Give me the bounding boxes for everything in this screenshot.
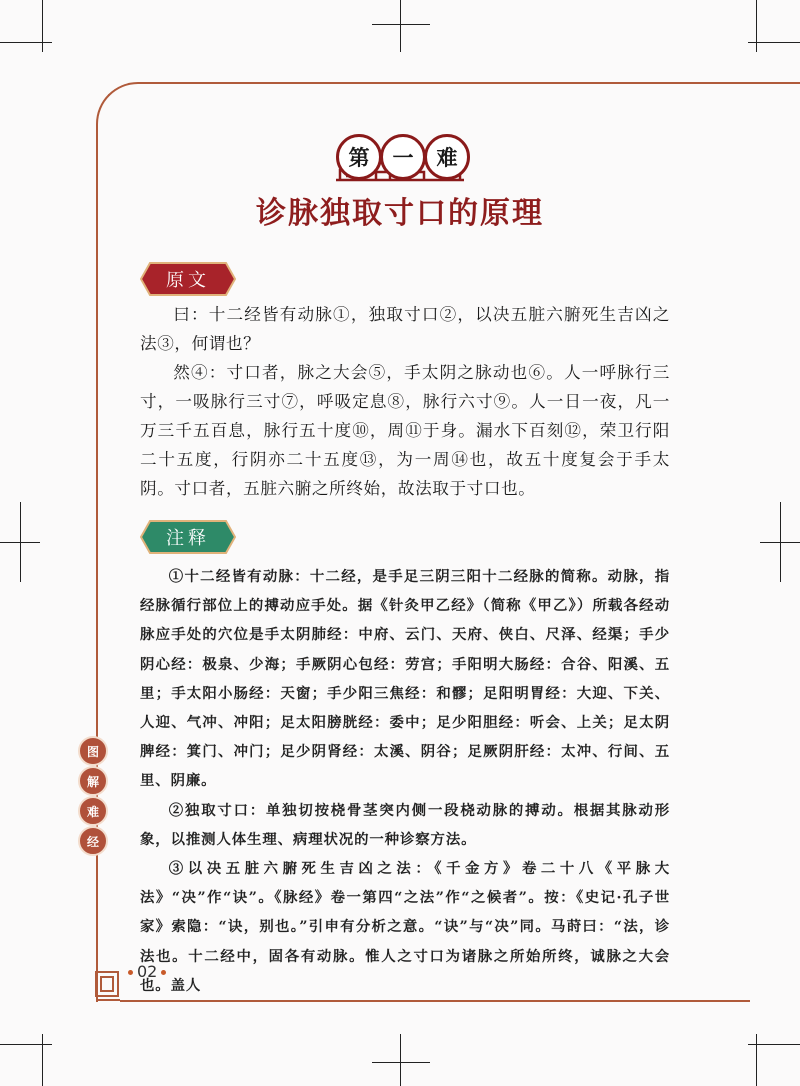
- crop-mark: [756, 0, 757, 52]
- side-tab[interactable]: 难: [78, 796, 108, 826]
- crop-mark: [748, 1044, 800, 1045]
- crop-mark: [0, 1044, 52, 1045]
- crop-mark: [42, 0, 43, 52]
- chapter-char: 难: [424, 134, 470, 180]
- crop-mark: [42, 1034, 43, 1086]
- note-paragraph: ①十二经皆有动脉：十二经，是手足三阴三阳十二经脉的简称。动脉，指经脉循行部位上的搏动应手处。据《针灸甲乙经》（简称《甲乙》）所载各经动脉应手处的穴位是手太阴肺经：中府、云门、天府、侠白、尺泽、经渠；手少阴心经：极泉、少海；手厥阴心包经：劳宫；手阳明大肠经：合谷、阳溪、五里；手太阳小肠经：天窗；手少阳三焦经：和髎；足阳明胃经：大迎、下关、人迎、气冲、冲阳；足太阳膀胱经：委中；足少阳胆经：听会、上关；足太阴脾经：箕门、冲门；足少阴肾经：太溪、阴谷；足厥阴肝经：太冲、行间、五里、阴廉。: [140, 568, 670, 790]
- crop-mark: [400, 1034, 401, 1086]
- notes-text: [140, 562, 670, 1000]
- note-paragraph: ②独取寸口：单独切按桡骨茎突内侧一段桡动脉的搏动。根据其脉动形象，以推测人体生理、病理状况的一种诊察方法。: [140, 801, 670, 848]
- chapter-title: 诊脉独取寸口的原理: [256, 196, 544, 231]
- crop-mark: [748, 42, 800, 43]
- original-paragraph: 然④：寸口者，脉之大会⑤，手太阴之脉动也⑥。人一呼脉行三寸，一吸脉行三寸⑦，呼吸定息⑧，脉行六寸⑨。人一日一夜，凡一万三千五百息，脉行五十度⑩，周⑪于身。漏水下百刻⑫，荣卫行阳二十五度，行阴亦二十五度⑬，为一周⑭也，故五十度复会于手太阴。寸口者，五脏六腑之所终始，故法取于寸口也。: [140, 363, 670, 498]
- crop-mark: [372, 24, 430, 25]
- crop-mark: [400, 0, 401, 52]
- original-paragraph: 曰：十二经皆有动脉①，独取寸口②，以决五脏六腑死生吉凶之法③，何谓也？: [140, 305, 670, 353]
- chapter-char: 一: [380, 134, 426, 180]
- chapter-badge: [330, 130, 470, 188]
- crop-mark: [0, 42, 52, 43]
- page-frame-bottom: [120, 1000, 750, 1002]
- page-number: [124, 962, 170, 981]
- note-paragraph: ③以决五脏六腑死生吉凶之法：《千金方》卷二十八《平脉大法》“决”作“诀”。《脉经》卷一第四“之法”作“之候者”。按：《史记·孔子世家》索隐：“诀，别也。”引申有分析之意。“诀”与“决”同。马莳曰：“法，诊法也。十二经中，固各有动脉。惟人之寸口为诸脉之所始所终，诚脉之大会也。盖人: [140, 860, 670, 994]
- section-label-text: 注释: [166, 528, 210, 549]
- dot-icon: [161, 970, 166, 975]
- side-tab[interactable]: 图: [78, 736, 108, 766]
- original-text: [140, 300, 670, 503]
- crop-mark: [20, 502, 21, 582]
- side-tab[interactable]: 解: [78, 766, 108, 796]
- dot-icon: [128, 970, 133, 975]
- section-label-notes: [140, 520, 236, 554]
- side-tab[interactable]: 经: [78, 826, 108, 856]
- page-number-value: 02: [137, 962, 158, 981]
- section-label-text: 原文: [166, 270, 210, 291]
- crop-mark: [756, 1034, 757, 1086]
- corner-knot-ornament: [90, 968, 124, 1002]
- crop-mark: [372, 1062, 430, 1063]
- section-label-original: [140, 262, 236, 296]
- chapter-char: 第: [336, 134, 382, 180]
